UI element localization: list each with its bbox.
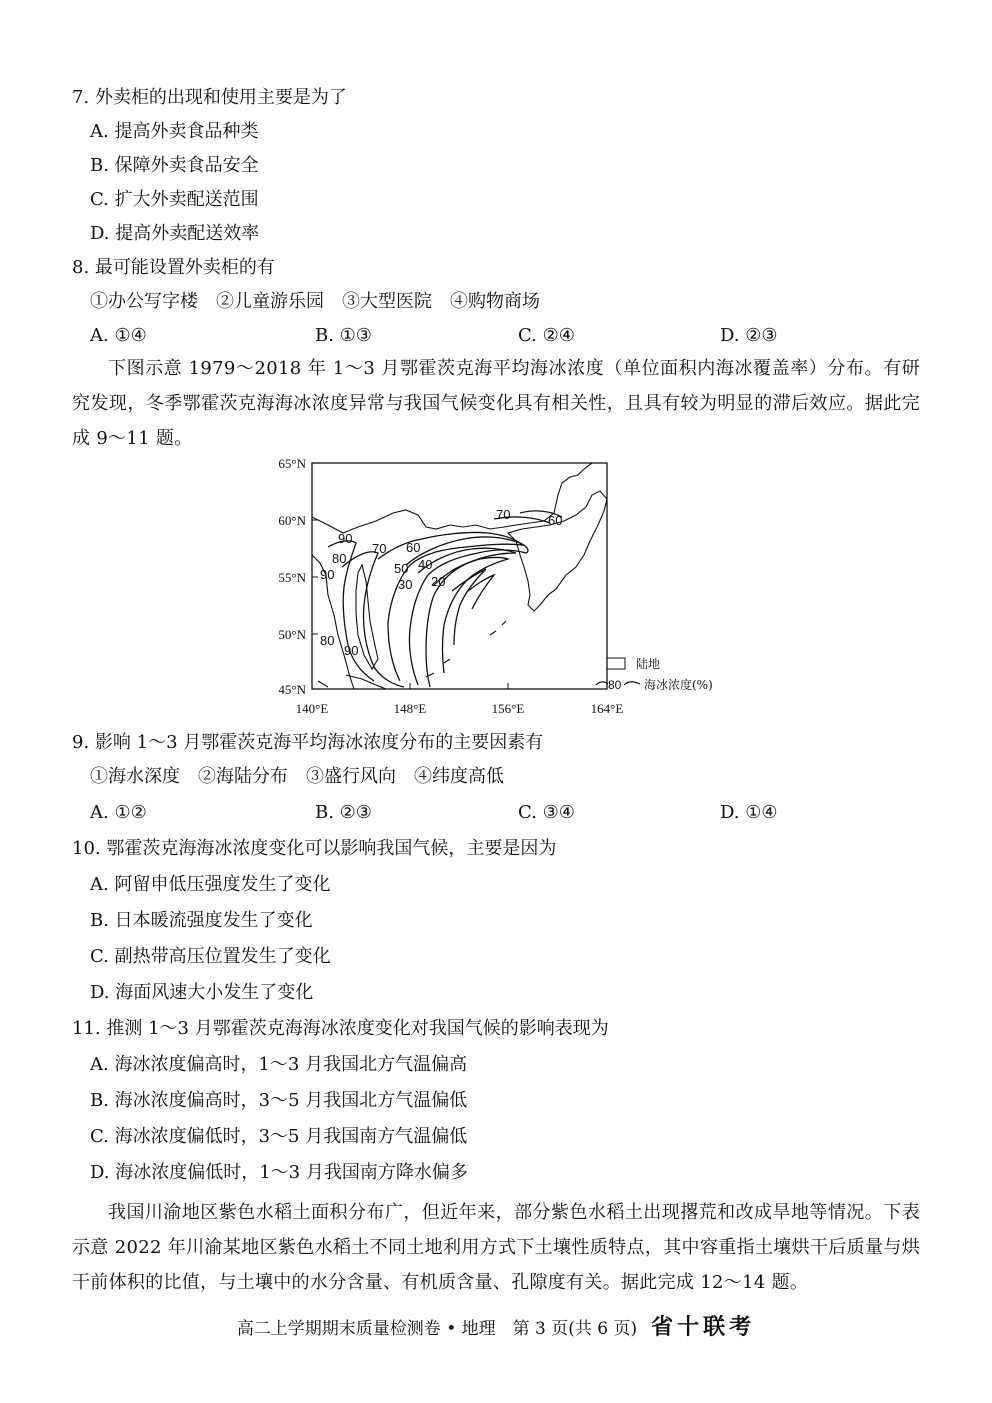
contour-label: 50: [394, 561, 409, 576]
y-tick-label: 55°N: [278, 570, 306, 585]
legend-contour-right: [624, 682, 640, 685]
q9-option-d: D. ①④: [720, 802, 778, 823]
y-tick-label: 60°N: [278, 513, 306, 528]
footer-brand: 省十联考: [651, 1314, 756, 1340]
contour-30: [452, 569, 486, 645]
contour-label: 80: [332, 551, 347, 566]
q8-option-b: B. ①③: [315, 325, 372, 346]
contour-label: 40: [418, 557, 433, 572]
q7-option-c: C. 扩大外卖配送范围: [90, 189, 259, 210]
y-tick-label: 50°N: [278, 627, 306, 642]
y-tick-label: 65°N: [278, 456, 306, 471]
q11-option-b: B. 海冰浓度偏高时，3～5 月我国北方气温偏低: [90, 1090, 468, 1111]
intro-paragraph-12-14: 我国川渝地区紫色水稻土面积分布广，但近年来，部分紫色水稻土出现撂荒和改成旱地等情况。下表示意 2022 年川渝某地区紫色水稻土不同土地利用方式下土壤性质特点，其中容重指土壤烘干后质量与烘干前体积的比值，与土壤中的水分含量、有机质含量、孔隙度有关。据此完成 12～14 题。: [72, 1202, 920, 1293]
contour-label: 80: [320, 633, 335, 648]
q7-option-a: A. 提高外卖食品种类: [90, 121, 259, 142]
contour-label: 90: [338, 531, 353, 546]
q7-stem: 7. 外卖柜的出现和使用主要是为了: [72, 87, 347, 108]
q9-items: ①海水深度 ②海陆分布 ③盛行风向 ④纬度高低: [90, 766, 504, 787]
contour-label: 30: [398, 577, 413, 592]
contour-label: 90: [344, 643, 359, 658]
q11-option-a: A. 海冰浓度偏高时，1～3 月我国北方气温偏高: [90, 1054, 468, 1075]
q8-option-a: A. ①④: [90, 325, 147, 346]
q8-stem: 8. 最可能设置外卖柜的有: [72, 257, 275, 278]
page-footer: [0, 1310, 992, 1341]
legend-contour-left: [596, 682, 608, 685]
x-tick-label: 164°E: [590, 701, 624, 716]
contour-50: [418, 548, 516, 687]
sea-ice-map-svg: [258, 455, 738, 727]
q11-option-c: C. 海冰浓度偏低时，3～5 月我国南方气温偏低: [90, 1126, 468, 1147]
q11-stem: 11. 推测 1～3 月鄂霍茨克海海冰浓度变化对我国气候的影响表现为: [72, 1018, 609, 1039]
q7-option-d: D. 提高外卖配送效率: [90, 223, 260, 244]
contour-label: 60: [406, 540, 421, 555]
land-kurils: [426, 621, 506, 677]
q10-option-a: A. 阿留申低压强度发生了变化: [90, 874, 331, 895]
q9-stem: 9. 影响 1～3 月鄂霍茨克海平均海冰浓度分布的主要因素有: [72, 732, 544, 753]
contour-label: 90: [320, 567, 335, 582]
q8-option-d: D. ②③: [720, 325, 778, 346]
legend-contour-value: 80: [608, 678, 622, 692]
contour-label: 60: [548, 513, 563, 528]
y-tick-label: 45°N: [278, 682, 306, 697]
q8-option-c: C. ②④: [518, 325, 575, 346]
q10-option-c: C. 副热带高压位置发生了变化: [90, 946, 331, 967]
footer-text: 高二上学期期末质量检测卷 • 地理 第 3 页(共 6 页): [236, 1319, 638, 1339]
contour-label: 20: [431, 574, 446, 589]
intro-paragraph-9-11: 下图示意 1979～2018 年 1～3 月鄂霍茨克海平均海冰浓度（单位面积内海冰覆盖率）分布。有研究发现，冬季鄂霍茨克海海冰浓度异常与我国气候变化具有相关性，且具有较为明显的滞后效应。据此完成 9～11 题。: [72, 358, 920, 449]
x-tick-label: 156°E: [491, 701, 525, 716]
q9-option-b: B. ②③: [315, 802, 372, 823]
q7-option-b: B. 保障外卖食品安全: [90, 155, 259, 176]
contour-label: 70: [372, 541, 387, 556]
contour-label: 70: [496, 507, 511, 522]
contour-20: [468, 575, 494, 609]
legend-land-label: 陆地: [636, 657, 661, 671]
q10-option-d: D. 海面风速大小发生了变化: [90, 982, 314, 1003]
ice-contours: [328, 511, 562, 687]
q10-option-b: B. 日本暖流强度发生了变化: [90, 910, 313, 931]
q11-option-d: D. 海冰浓度偏低时，1～3 月我国南方降水偏多: [90, 1162, 468, 1183]
q9-option-c: C. ③④: [518, 802, 575, 823]
q9-option-a: A. ①②: [90, 802, 147, 823]
x-tick-label: 148°E: [393, 701, 427, 716]
land-kamchatka: [508, 491, 607, 611]
x-tick-label: 140°E: [295, 701, 329, 716]
land-sakhalin: [356, 565, 378, 669]
sea-ice-map: [258, 455, 738, 727]
q8-items: ①办公写字楼 ②儿童游乐园 ③大型医院 ④购物商场: [90, 291, 540, 312]
q10-stem: 10. 鄂霍茨克海海冰浓度变化可以影响我国气候，主要是因为: [72, 838, 557, 859]
legend-ice-label: 海冰浓度(%): [644, 678, 713, 692]
legend-land-swatch: [607, 658, 625, 669]
